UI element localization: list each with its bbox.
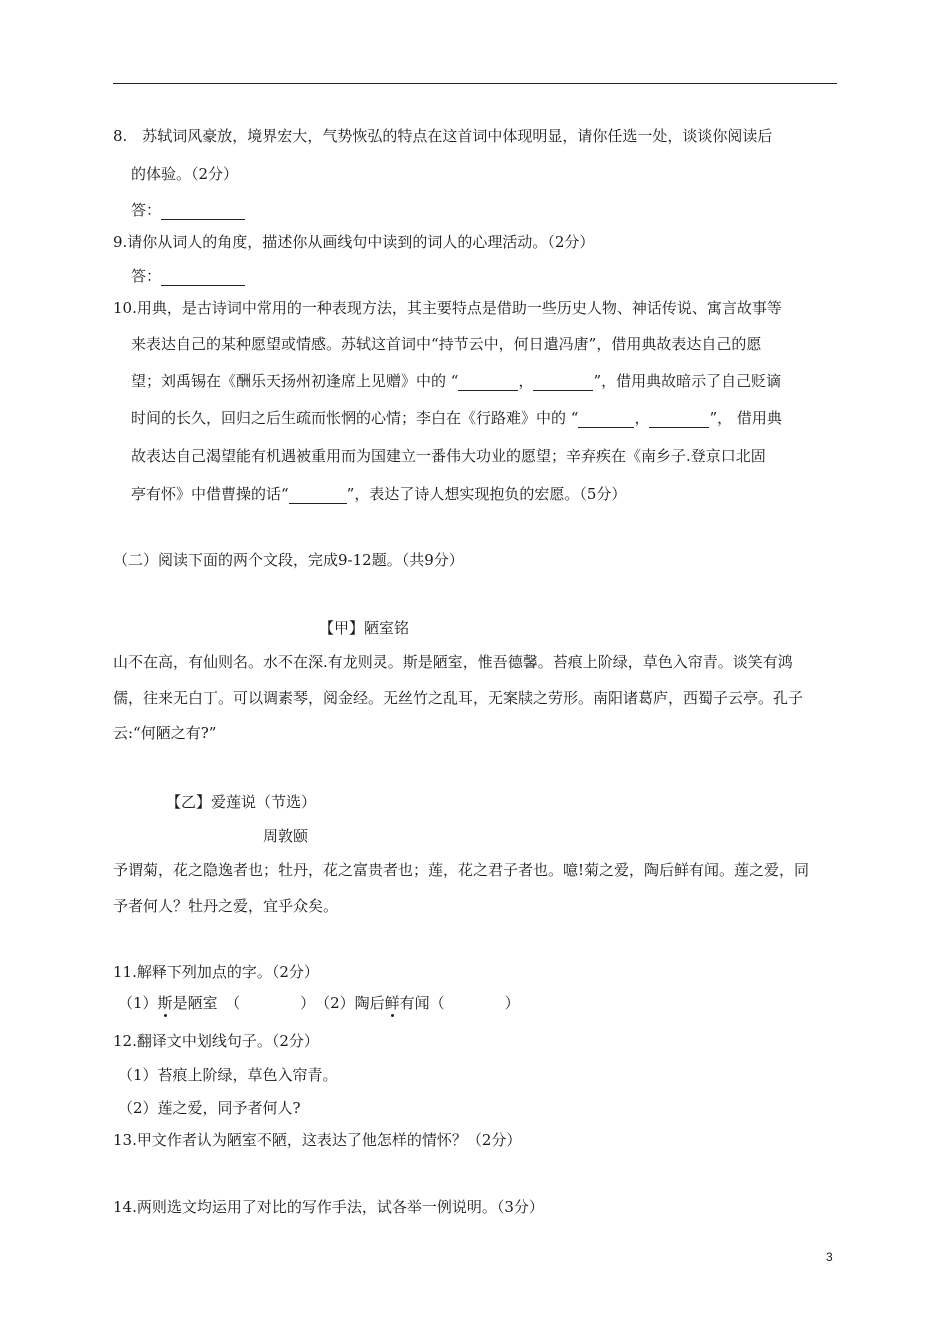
separator: ， [634, 409, 650, 427]
q8-line-2: 的体验。（2分） [131, 165, 239, 183]
fill-blank[interactable] [289, 487, 347, 504]
fill-blank[interactable] [578, 411, 634, 428]
q10-line-3-text-a: 望；刘禹锡在《酬乐天扬州初逢席上见赠》中的 “ [131, 372, 459, 390]
q10-line-6 [131, 484, 626, 504]
q9-answer [131, 266, 245, 286]
q12-stem: 12.翻译文中划线句子。（2分） [113, 1032, 319, 1050]
q8-answer [131, 200, 245, 220]
header-rule [113, 83, 837, 84]
q10-line-5: 故表达自己渴望能有机遇被重用而为国建立一番伟大功业的愿望；辛弃疾在《南乡子.登京口北固 [131, 447, 766, 465]
q10-line-4-text-b: ”， 借用典 [709, 409, 782, 427]
q10-line-2: 来表达自己的某种愿望或情感。苏轼这首词中“持节云中，何日遣冯唐”，借用典故表达自己的愿 [131, 335, 762, 353]
passage-b-title: 【乙】爱莲说（节选） [166, 793, 317, 811]
q12-item-2: （2）莲之爱，同予者何人? [118, 1099, 301, 1117]
q10-line-6-text-a: 亭有怀》中借曹操的话“ [131, 485, 289, 503]
q10-line-4 [131, 408, 782, 428]
q10-line-3-text-b: ”，借用典故暗示了自己贬谪 [593, 372, 782, 390]
passage-a-line-1: 山不在高，有仙则名。水不在深.有龙则灵。斯是陋室，惟吾德馨。苔痕上阶绿，草色入帘青。谈笑有鸿 [113, 653, 793, 671]
page-number: 3 [826, 1250, 833, 1264]
dotted-character: 鲜 [384, 994, 400, 1012]
item-text: 有闻（ ） [399, 994, 520, 1012]
item-number: （1） [118, 994, 158, 1012]
passage-a-line-2: 儒，往来无白丁。可以调素琴，阅金经。无丝竹之乱耳，无案牍之劳形。南阳诸葛庐，西蜀子云亭。孔子 [113, 689, 804, 707]
q10-line-4-text-a: 时间的长久，回归之后生疏而怅惘的心情；李白在《行路难》中的 “ [131, 409, 579, 427]
q14-stem: 14.两则选文均运用了对比的写作手法，试各举一例说明。（3分） [113, 1198, 544, 1216]
passage-b-author: 周敦颐 [263, 827, 309, 845]
fill-blank[interactable] [533, 374, 593, 391]
passage-b-line-2: 予者何人？牡丹之爱，宜乎众矣。 [113, 897, 339, 915]
fill-blank[interactable] [458, 374, 518, 391]
q9-line-1: 9.请你从词人的角度，描述你从画线句中读到的词人的心理活动。（2分） [113, 233, 595, 251]
q8-line-1: 8. 苏轼词风豪放，境界宏大，气势恢弘的特点在这首词中体现明显，请你任选一处，谈谈你阅读后 [113, 127, 773, 145]
dotted-character: 斯 [157, 994, 173, 1012]
answer-blank[interactable] [161, 203, 245, 220]
fill-blank[interactable] [649, 411, 709, 428]
answer-blank[interactable] [161, 269, 245, 286]
passage-a-line-3: 云:“何陋之有?” [113, 724, 217, 742]
q11-stem: 11.解释下列加点的字。（2分） [113, 963, 319, 981]
q11-items [118, 993, 520, 1013]
answer-label: 答： [131, 201, 162, 219]
q10-line-3 [131, 371, 781, 391]
section-heading: （二）阅读下面的两个文段，完成9-12题。（共9分） [113, 551, 464, 569]
item-text: 是陋室 （ ） （2）陶后 [172, 994, 385, 1012]
passage-a-title: 【甲】陋室铭 [319, 619, 410, 637]
answer-label: 答： [131, 267, 162, 285]
passage-b-line-1: 予谓菊，花之隐逸者也；牡丹，花之富贵者也；莲，花之君子者也。噫!菊之爱，陶后鲜有闻。莲之爱，同 [113, 861, 810, 879]
q10-line-6-text-b: ”，表达了诗人想实现抱负的宏愿。（5分） [346, 485, 627, 503]
q10-line-1: 10.用典，是古诗词中常用的一种表现方法，其主要特点是借助一些历史人物、神话传说、寓言故事等 [113, 299, 782, 317]
separator: ， [518, 372, 534, 390]
q12-item-1: （1）苔痕上阶绿，草色入帘青。 [118, 1066, 338, 1084]
q13-stem: 13.甲文作者认为陋室不陋，这表达了他怎样的情怀？（2分） [113, 1131, 522, 1149]
